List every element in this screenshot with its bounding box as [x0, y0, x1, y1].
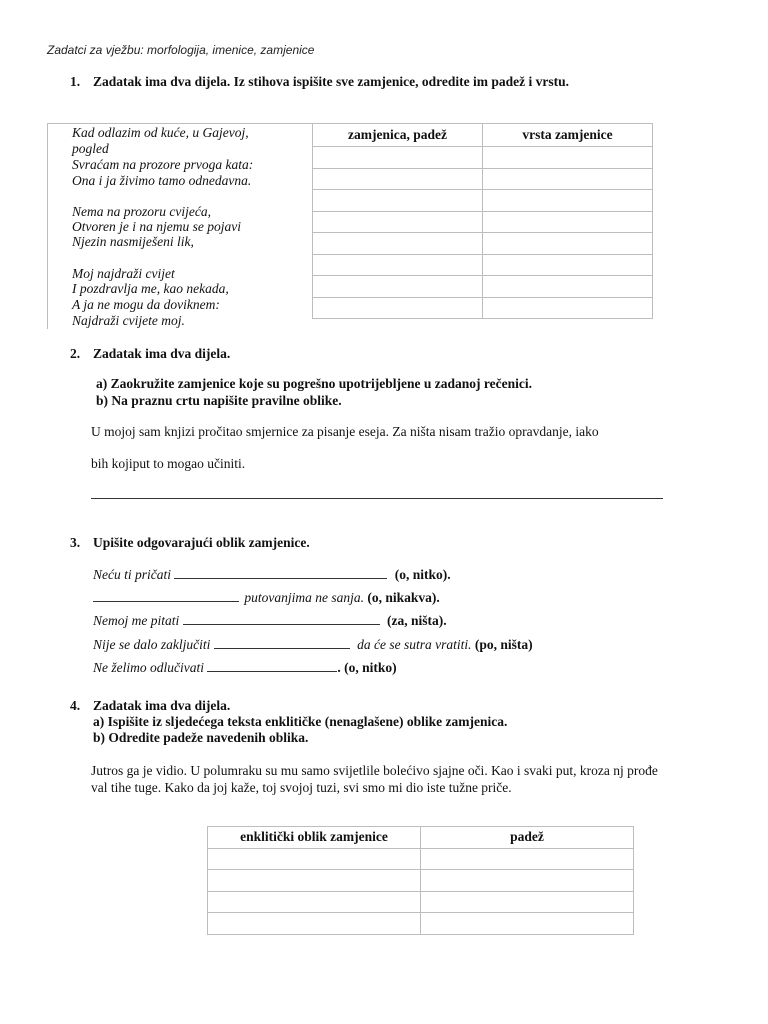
task4-text-line1: Jutros ga je vidio. U polumraku su mu samo svijetlile bolećivo sjajne oči. Kao i svaki put, kroza nj prođe — [91, 763, 658, 778]
task4-part-b: b) Odredite padeže navedenih oblika. — [93, 730, 309, 745]
answer-cell[interactable] — [483, 254, 653, 276]
task2-sentence-line1: U mojoj sam knjizi pročitao smjernice za pisanje eseja. Za ništa nisam tražio opravdanje, iako — [91, 424, 599, 439]
answer-cell[interactable] — [313, 233, 483, 255]
task3-item-2 — [93, 589, 440, 606]
fill-in-blank[interactable] — [183, 612, 380, 625]
task3-item-text: Nemoj me pitati — [93, 613, 180, 628]
task3-item-text: Nije se dalo zaključiti — [93, 637, 211, 652]
answer-cell[interactable] — [208, 913, 421, 935]
task4-title-text: Zadatak ima dva dijela. — [93, 698, 231, 713]
answer-cell[interactable] — [483, 297, 653, 319]
task2-number: 2. — [70, 346, 81, 361]
task1-title-text: Zadatak ima dva dijela. Iz stihova ispišite sve zamjenice, odredite im padež i vrstu. — [93, 74, 569, 89]
page-header: Zadatci za vježbu: morfologija, imenice, zamjenice — [47, 43, 315, 57]
poem-line: Moj najdraži cvijet — [72, 266, 175, 281]
fill-in-blank[interactable] — [174, 566, 387, 579]
task3-item-4 — [93, 636, 533, 653]
task3-item-text: da će se sutra vratiti. — [357, 637, 472, 652]
fill-in-blank[interactable] — [93, 589, 239, 602]
column-header-enclitic-form: enklitički oblik zamjenice — [208, 827, 421, 849]
task2-sentence-line2: bih kojiput to mogao učiniti. — [91, 456, 246, 471]
poem-line: Kad odlazim od kuće, u Gajevoj, — [72, 125, 249, 140]
answer-cell[interactable] — [208, 870, 421, 892]
task3-item-3 — [93, 612, 447, 629]
task2-part-b: b) Na praznu crtu napišite pravilne oblike. — [96, 393, 342, 408]
answer-cell[interactable] — [313, 297, 483, 319]
poem-line: Njezin nasmiješeni lik, — [72, 234, 194, 249]
answer-cell[interactable] — [421, 848, 634, 870]
poem-table-top-border — [47, 123, 312, 124]
enclitic-answer-table — [207, 826, 634, 935]
answer-cell[interactable] — [483, 190, 653, 212]
task4-number: 4. — [70, 698, 81, 713]
task3-hint: (za, ništa). — [387, 613, 447, 628]
poem-line: A ja ne mogu da doviknem: — [72, 297, 220, 312]
answer-cell[interactable] — [421, 891, 634, 913]
answer-cell[interactable] — [483, 211, 653, 233]
answer-cell[interactable] — [313, 211, 483, 233]
fill-in-blank[interactable] — [214, 636, 350, 649]
task3-number: 3. — [70, 535, 81, 550]
answer-cell[interactable] — [313, 168, 483, 190]
task3-hint: . (o, nitko) — [337, 660, 397, 675]
task3-item-text: Ne želimo odlučivati — [93, 660, 204, 675]
answer-cell[interactable] — [208, 891, 421, 913]
poem-line: I pozdravlja me, kao nekada, — [72, 281, 229, 296]
poem-line: Najdraži cvijete moj. — [72, 313, 185, 328]
task3-item-text: putovanjima ne sanja. — [244, 590, 364, 605]
answer-cell[interactable] — [483, 233, 653, 255]
pronoun-answer-table — [312, 123, 653, 319]
task3-item-5 — [93, 659, 397, 676]
task3-title-text: Upišite odgovarajući oblik zamjenice. — [93, 535, 310, 550]
column-header-case: padež — [421, 827, 634, 849]
task4-title — [70, 698, 231, 714]
task2-title-text: Zadatak ima dva dijela. — [93, 346, 231, 361]
task3-hint: (po, ništa) — [474, 637, 533, 652]
answer-cell[interactable] — [421, 870, 634, 892]
task2-part-a: a) Zaokružite zamjenice koje su pogrešno upotrijebljene u zadanoj rečenici. — [96, 376, 532, 391]
answer-cell[interactable] — [483, 276, 653, 298]
poem-line: Nema na prozoru cvijeća, — [72, 204, 211, 219]
task4-text-line2: val tihe tuge. Kako da joj kaže, toj svojoj tuzi, svi smo mi dio iste tužne priče. — [91, 780, 512, 795]
task3-hint: (o, nitko). — [394, 567, 451, 582]
answer-cell[interactable] — [313, 147, 483, 169]
task2-answer-line[interactable] — [91, 498, 663, 499]
task3-hint: (o, nikakva). — [367, 590, 440, 605]
answer-cell[interactable] — [421, 913, 634, 935]
answer-cell[interactable] — [483, 168, 653, 190]
task3-item-text: Neću ti pričati — [93, 567, 171, 582]
poem-line: pogled — [72, 141, 109, 156]
task4-part-a: a) Ispišite iz sljedećega teksta enklitičke (nenaglašene) oblike zamjenica. — [93, 714, 508, 729]
poem-line: Svraćam na prozore prvoga kata: — [72, 157, 254, 172]
task1-number: 1. — [70, 74, 81, 89]
answer-cell[interactable] — [313, 190, 483, 212]
answer-cell[interactable] — [208, 848, 421, 870]
fill-in-blank[interactable] — [207, 659, 337, 672]
task2-title — [70, 346, 231, 362]
answer-cell[interactable] — [313, 254, 483, 276]
answer-cell[interactable] — [483, 147, 653, 169]
column-header-pronoun-case: zamjenica, padež — [313, 124, 483, 147]
task3-title — [70, 535, 310, 551]
answer-cell[interactable] — [313, 276, 483, 298]
poem-table-left-border — [47, 123, 48, 329]
task3-item-1 — [93, 566, 451, 583]
poem-line: Otvoren je i na njemu se pojavi — [72, 219, 241, 234]
poem-line: Ona i ja živimo tamo odnedavna. — [72, 173, 252, 188]
task1-title — [70, 74, 569, 90]
column-header-pronoun-type: vrsta zamjenice — [483, 124, 653, 147]
